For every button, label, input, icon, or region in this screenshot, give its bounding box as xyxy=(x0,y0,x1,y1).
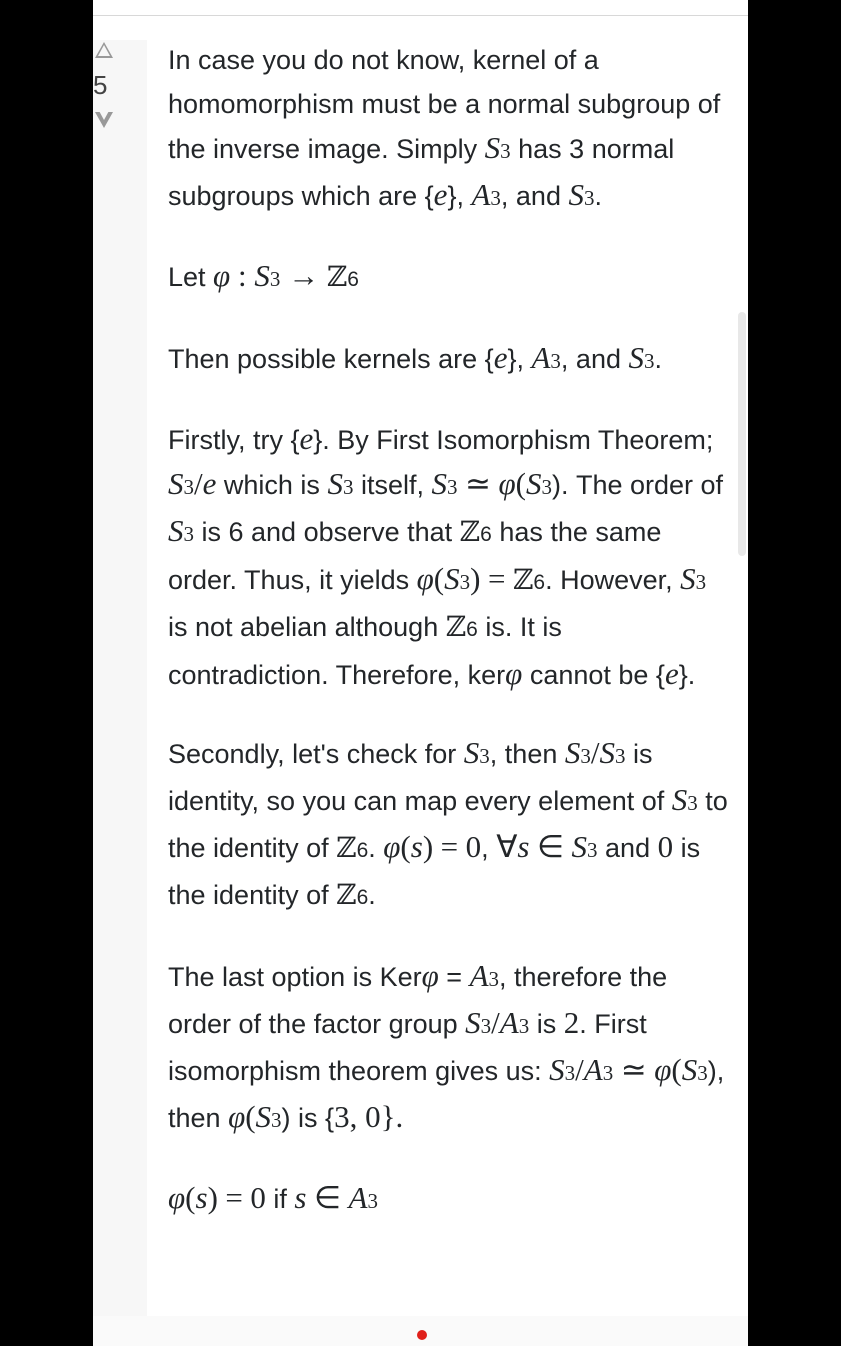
paragraph: Then possible kernels are {e}, A3, and S3. xyxy=(168,340,662,375)
vote-column xyxy=(93,40,147,1316)
paragraph: φ(s) = 0 if s ∈ A3 xyxy=(168,1180,378,1215)
upvote-icon[interactable] xyxy=(95,42,113,58)
paragraph: Firstly, try {e}. By First Isomorphism Theorem; S3/e which is S3 itself, S3 ≃ φ(S3). The order of S3 is 6 and observe that ℤ6 has the same order. Thus, it yields φ(S3) = ℤ6. However, S3 is not abelian although ℤ6 is. It is contradiction. Therefore, kerφ cannot be {e}. xyxy=(168,421,724,691)
answer-card xyxy=(93,0,748,1346)
paragraph: Let φ : S3 → ℤ6 xyxy=(168,258,359,293)
divider xyxy=(93,15,748,16)
answer-body xyxy=(168,38,728,1257)
downvote-icon[interactable] xyxy=(95,112,113,128)
recording-indicator-icon xyxy=(417,1330,427,1340)
vote-score: 5 xyxy=(93,70,108,100)
paragraph: The last option is Kerφ = A3, therefore the order of the factor group S3/A3 is 2. First isomorphism theorem gives us: S3/A3 ≃ φ(S3), then φ(S3) is {3, 0}. xyxy=(168,958,725,1134)
paragraph: Secondly, let's check for S3, then S3/S3 is identity, so you can map every element of S3 to the identity of ℤ6. φ(s) = 0, ∀s ∈ S3 and 0 is the identity of ℤ6. xyxy=(168,735,728,911)
scrollbar[interactable] xyxy=(738,312,746,556)
paragraph: In case you do not know, kernel of a homomorphism must be a normal subgroup of the inverse image. Simply S3 has 3 normal subgroups which are {e}, A3, and S3. xyxy=(168,45,721,212)
